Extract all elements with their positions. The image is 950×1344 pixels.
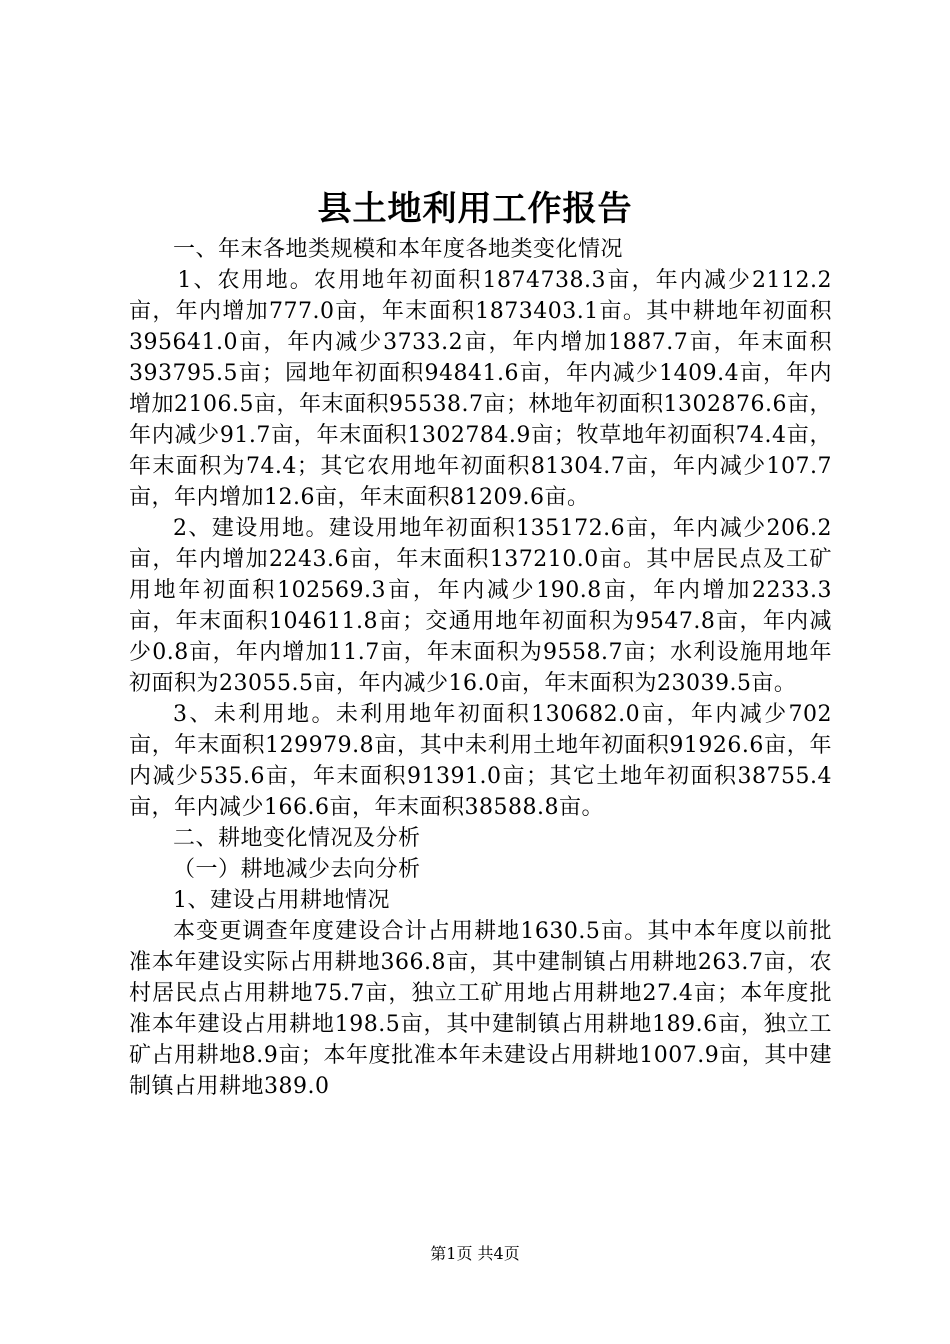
paragraph-construction-land: 2、建设用地。建设用地年初面积135172.6亩，年内减少206.2亩，年内增加2243.6亩，年末面积137210.0亩。其中居民点及工矿用地年初面积102569.3亩，年内减少190.8亩，年内增加2233.3亩，年末面积104611.8亩；交通用地年初面积为9547.8亩，年内减少0.8亩，年内增加11.7亩，年末面积为9558.7亩；水利设施用地年初面积为23055.5亩，年内减少16.0亩，年末面积为23039.5亩。	[129, 516, 832, 696]
section-heading-2: 二、耕地变化情况及分析	[173, 826, 421, 851]
document-body	[129, 234, 832, 1102]
document-title: 县土地利用工作报告	[317, 189, 633, 229]
paragraph-unused-land: 3、未利用地。未利用地年初面积130682.0亩，年内减少702亩，年末面积129979.8亩，其中未利用土地年初面积91926.6亩，年内减少535.6亩，年末面积91391.0亩；其它土地年初面积38755.4亩，年内减少166.6亩，年末面积38588.8亩。	[129, 702, 832, 820]
subsection-heading-1: （一）耕地减少去向分析	[173, 857, 421, 882]
item-heading-1: 1、建设占用耕地情况	[173, 888, 390, 913]
page-footer: 第1页 共4页	[430, 1244, 520, 1263]
paragraph-agricultural-land: 1、农用地。农用地年初面积1874738.3亩，年内减少2112.2亩，年内增加777.0亩，年末面积1873403.1亩。其中耕地年初面积395641.0亩，年内减少3733.2亩，年内增加1887.7亩，年末面积393795.5亩；园地年初面积94841.6亩，年内减少1409.4亩，年内增加2106.5亩，年末面积95538.7亩；林地年初面积1302876.6亩，年内减少91.7亩，年末面积1302784.9亩；牧草地年初面积74.4亩，年末面积为74.4；其它农用地年初面积81304.7亩，年内减少107.7亩，年内增加12.6亩，年末面积81209.6亩。	[129, 268, 832, 510]
paragraph-construction-occupation: 本变更调查年度建设合计占用耕地1630.5亩。其中本年度以前批准本年建设实际占用耕地366.8亩，其中建制镇占用耕地263.7亩，农村居民点占用耕地75.7亩，独立工矿用地占用耕地27.4亩；本年度批准本年建设占用耕地198.5亩，其中建制镇占用耕地189.6亩，独立工矿占用耕地8.9亩；本年度批准本年未建设占用耕地1007.9亩，其中建制镇占用耕地389.0	[129, 919, 832, 1099]
section-heading-1: 一、年末各地类规模和本年度各地类变化情况	[173, 237, 624, 262]
